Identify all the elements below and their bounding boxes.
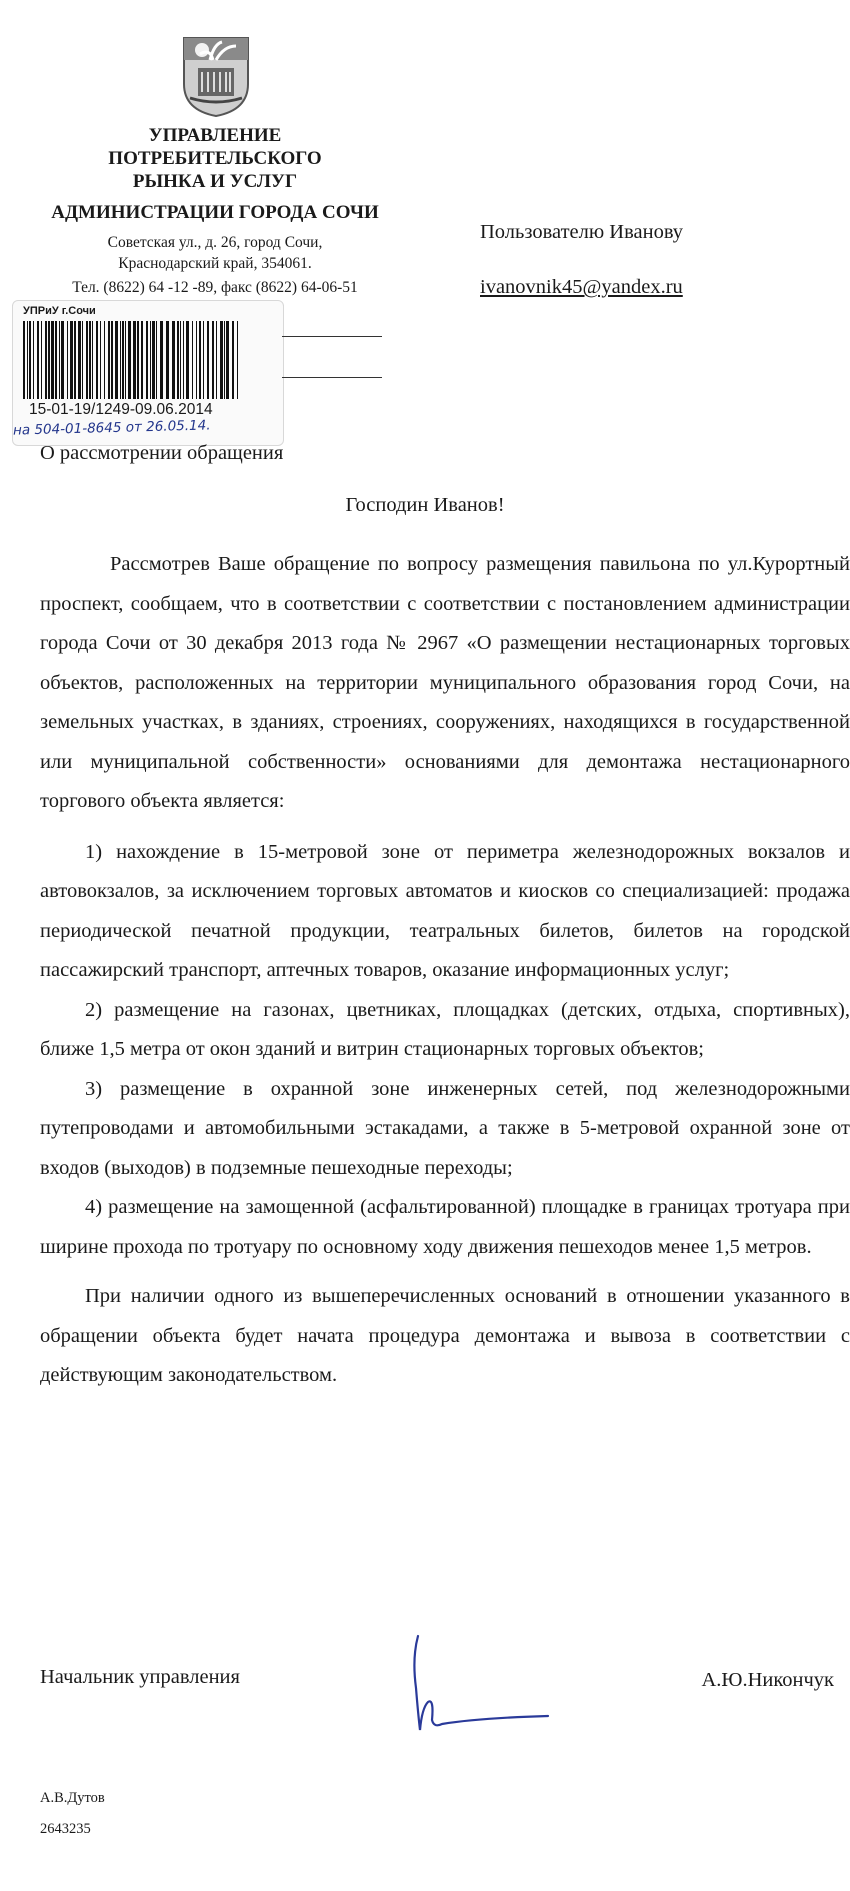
conclusion-paragraph: При наличии одного из вышеперечисленных оснований в отношении указанного в обращении объекта будет начата процедура демонтажа и вывоза в соответствии с действующим законодательством. (40, 1285, 850, 1386)
barcode-bar (115, 321, 118, 399)
letter-body (40, 545, 850, 1396)
handwritten-reference: на 504-01-8645 от 26.05.14. (12, 417, 211, 439)
barcode-bar (177, 321, 179, 399)
number-line (282, 377, 382, 378)
barcode-bar (92, 321, 93, 399)
barcode-bar (203, 321, 204, 399)
barcode-bar (133, 321, 136, 399)
org-line: РЫНКА И УСЛУГ (132, 171, 298, 192)
address-line: Советская ул., д. 26, город Сочи, (107, 234, 323, 251)
barcode-bar (172, 321, 175, 399)
barcode-bar (183, 321, 184, 399)
barcode-bar (104, 321, 105, 399)
address-line: Краснодарский край, 354061. (118, 255, 312, 272)
list-item: 1) нахождение в 15-метровой зоне от периметра железнодорожных вокзалов и автовокзалов, за исключением торговых автоматов и киосков со специализацией: продажа периодической печатной продукции, театральных билетов, билетов на городской пассажирский транспорт, аптечных товаров, оказание информационных услуг; (40, 840, 850, 981)
barcode-bar (216, 321, 217, 399)
barcode-bar (141, 321, 143, 399)
barcode-bar (86, 321, 88, 399)
executor-name: А.В.Дутов (40, 1790, 105, 1806)
barcode-bar (152, 321, 155, 399)
barcode-bar (207, 321, 209, 399)
registration-number: 15-01-19/1249-09.06.2014 (29, 401, 213, 418)
organization-name (30, 124, 400, 224)
letter-subject: О рассмотрении обращения (40, 442, 284, 464)
barcode-bar (224, 321, 225, 399)
barcode-bar (51, 321, 54, 399)
barcode-bar (67, 321, 68, 399)
barcode-bar (33, 321, 34, 399)
barcode-bar (125, 321, 126, 399)
barcode-bar (59, 321, 60, 399)
barcode-bar (146, 321, 148, 399)
barcode-bar (122, 321, 124, 399)
barcode-bar (74, 321, 76, 399)
barcode-bar (192, 321, 193, 399)
org-line: УПРАВЛЕНИЕ (148, 125, 282, 146)
barcode-bar (186, 321, 189, 399)
barcode-bar (29, 321, 31, 399)
intro-paragraph: Рассмотрев Ваше обращение по вопросу размещения павильона по ул.Курортный проспект, сообщаем, что в соответствии с соответствии с постановлением администрации города Сочи от 30 декабря 2013 года № 2967 «О размещении нестационарных торговых объектов, расположенных на территории муниципального образования город Сочи, на земельных участках, в зданиях, строениях, сооружениях, находящихся в государственной или муниципальной собственности» основаниями для демонтажа нестационарного торгового объекта является: (40, 553, 850, 812)
barcode-bar (150, 321, 151, 399)
barcode-bar (37, 321, 39, 399)
letter-greeting: Господин Иванов! (345, 494, 505, 516)
barcode-bar (23, 321, 25, 399)
address-line: Тел. (8622) 64 -12 -89, факс (8622) 64-06-51 (72, 279, 358, 296)
barcode-bars (23, 321, 243, 399)
signatory-name: А.Ю.Никончук (701, 1669, 834, 1691)
barcode-bar (96, 321, 98, 399)
city-emblem (180, 34, 252, 118)
barcode-bar (55, 321, 57, 399)
barcode-bar (226, 321, 229, 399)
signatory-title: Начальник управления (40, 1666, 240, 1688)
barcode-bar (108, 321, 110, 399)
barcode-bar (212, 321, 214, 399)
list-item: 3) размещение в охранной зоне инженерных сетей, под железнодорожными путепроводами и автомобильными эстакадами, а также в 5-метровой охранной зоне от входов (выходов) в подземные пешеходные переходы; (40, 1077, 850, 1179)
barcode-bar (199, 321, 201, 399)
recipient-name: Пользователю Иванову (480, 221, 684, 243)
barcode-bar (196, 321, 197, 399)
barcode-bar (128, 321, 131, 399)
barcode-bar (100, 321, 101, 399)
organization-address (30, 232, 400, 298)
barcode-bar (27, 321, 28, 399)
barcode-bar (70, 321, 73, 399)
barcode-bar (232, 321, 234, 399)
barcode-bar (220, 321, 223, 399)
barcode-bar (237, 321, 238, 399)
barcode-bar (180, 321, 181, 399)
barcode-bar (61, 321, 64, 399)
barcode-bar (156, 321, 157, 399)
date-line (282, 336, 382, 337)
list-item: 2) размещение на газонах, цветниках, площадках (детских, отдыха, спортивных), ближе 1,5 метра от окон зданий и витрин стационарных торговых объектов; (40, 998, 850, 1060)
list-item: 4) размещение на замощенной (асфальтированной) площадке в границах тротуара при ширине прохода по тротуару по основному ходу движения пешеходов менее 1,5 метров. (40, 1196, 850, 1258)
barcode-bar (41, 321, 42, 399)
barcode-bar (48, 321, 50, 399)
handwritten-signature (398, 1628, 568, 1738)
barcode-bar (82, 321, 83, 399)
org-line: ПОТРЕБИТЕЛЬСКОГО (108, 148, 322, 169)
barcode-bar (78, 321, 81, 399)
recipient-email[interactable]: ivanovnik45@yandex.ru (480, 276, 683, 298)
registration-sticker (12, 300, 284, 446)
barcode-bar (137, 321, 139, 399)
barcode-bar (160, 321, 163, 399)
executor-phone: 2643235 (40, 1821, 91, 1837)
grounds-list (40, 833, 850, 1268)
barcode-bar (45, 321, 47, 399)
barcode-bar (166, 321, 169, 399)
barcode-bar (120, 321, 121, 399)
sticker-label: УПРиУ г.Сочи (23, 305, 96, 317)
org-line: АДМИНИСТРАЦИИ ГОРОДА СОЧИ (51, 202, 379, 223)
barcode-bar (89, 321, 91, 399)
barcode-bar (111, 321, 113, 399)
